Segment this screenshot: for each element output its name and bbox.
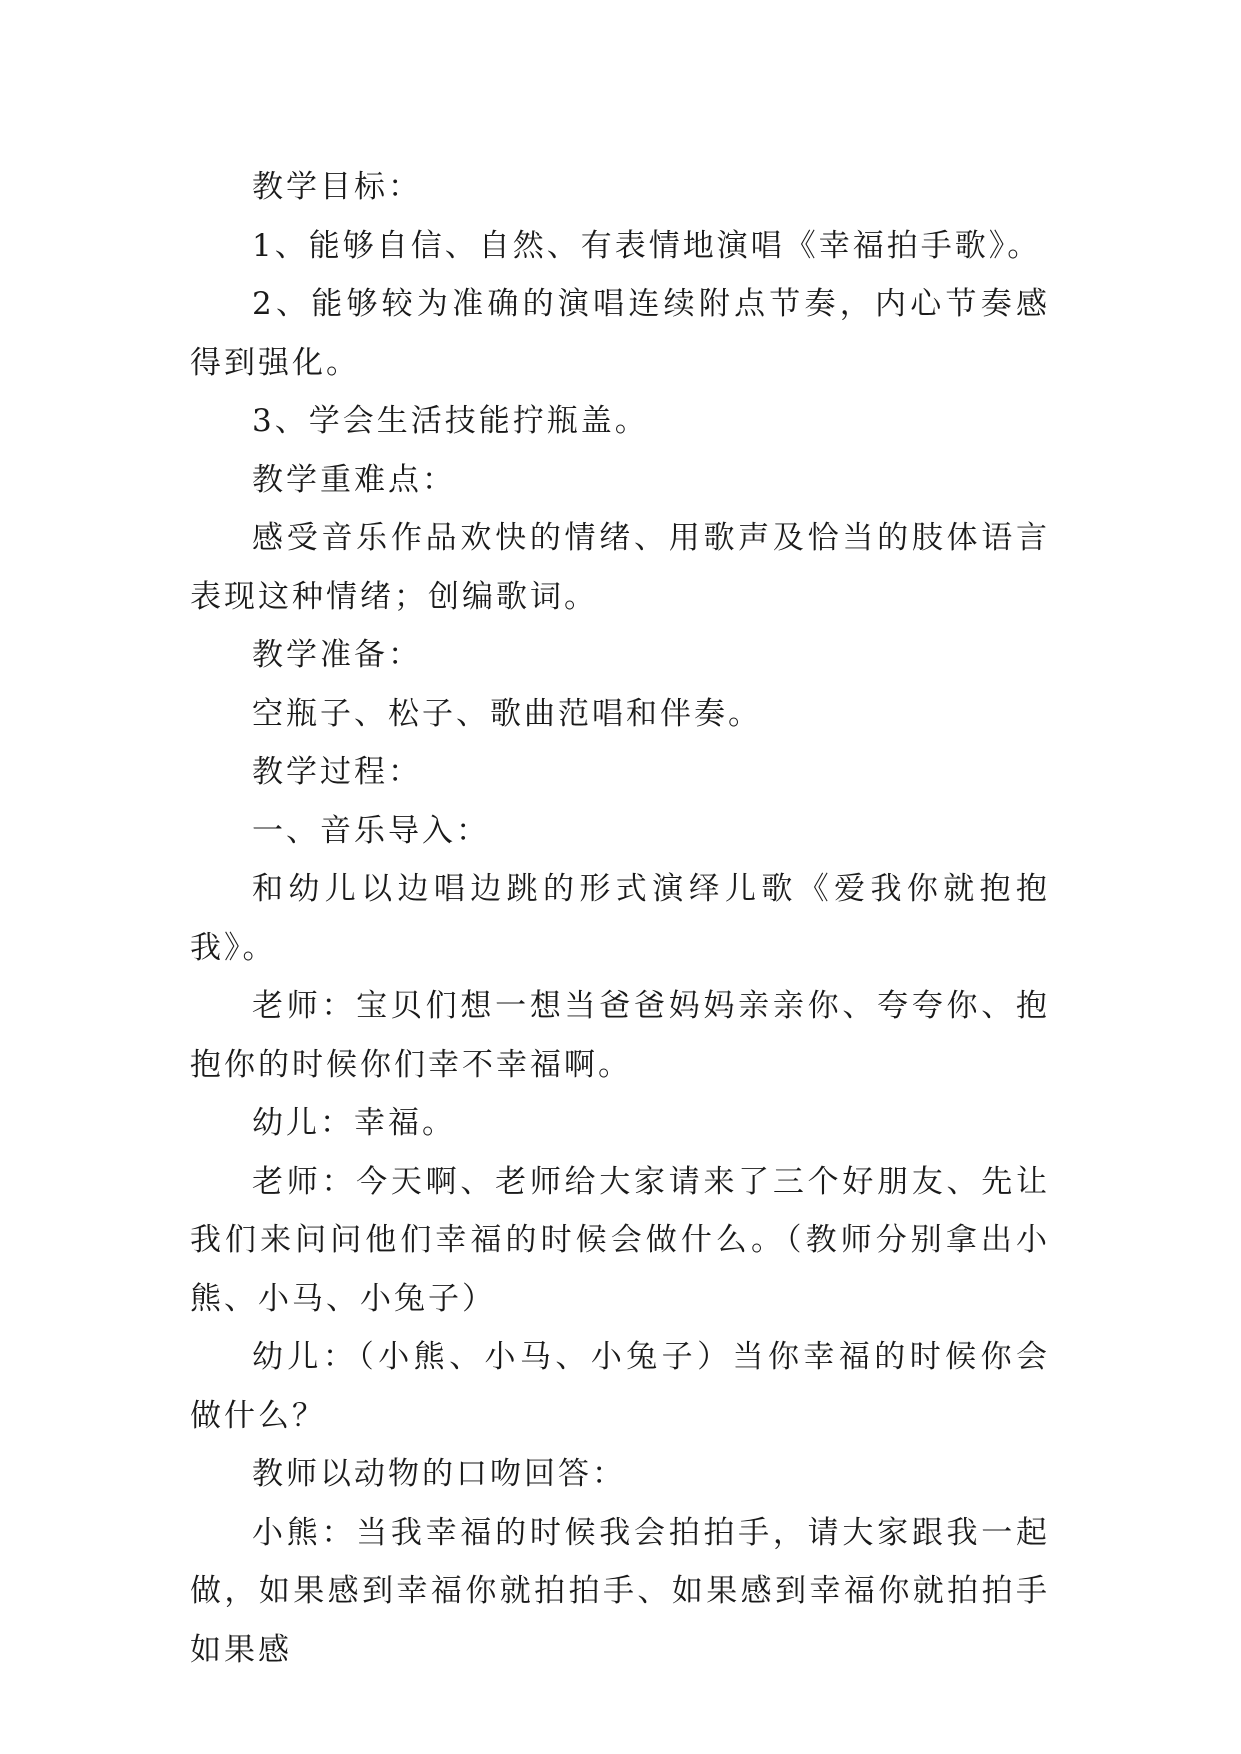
goal-item-1: 1、能够自信、自然、有表情地演唱《幸福拍手歌》。 — [252, 227, 1042, 264]
heading-process: 教学过程： — [252, 754, 422, 790]
goal-item-3: 3、学会生活技能拧瓶盖。 — [252, 403, 649, 439]
heading-key-points: 教学重难点： — [252, 461, 456, 498]
key-points-text: 感受音乐作品欢快的情绪、用歌声及恰当的肢体语言表现这种情绪；创编歌词。 — [190, 520, 1050, 615]
goal-item-2: 2、能够较为准确的演唱连续附点节奏，内心节奏感得到强化。 — [190, 286, 1050, 381]
section-music-intro: 一、音乐导入： — [252, 812, 490, 849]
dialogue-teacher-2: 老师：今天啊、老师给大家请来了三个好朋友、先让我们来问问他们幸福的时候会做什么。（教师分别拿出小熊、小马、小兔子） — [190, 1163, 1050, 1317]
teacher-answer-intro: 教师以动物的口吻回答： — [252, 1456, 626, 1492]
heading-preparation: 教学准备： — [252, 637, 422, 673]
document-body — [190, 158, 1050, 1679]
heading-teaching-goals: 教学目标： — [252, 169, 422, 205]
preparation-text: 空瓶子、松子、歌曲范唱和伴奏。 — [252, 695, 762, 732]
dialogue-teacher-1: 老师：宝贝们想一想当爸爸妈妈亲亲你、夸夸你、抱抱你的时候你们幸不幸福啊。 — [190, 988, 1050, 1083]
process-paragraph: 和幼儿以边唱边跳的形式演绎儿歌《爱我你就抱抱我》。 — [190, 871, 1050, 966]
dialogue-children-2: 幼儿：（小熊、小马、小兔子）当你幸福的时候你会做什么？ — [190, 1339, 1050, 1434]
dialogue-children-1: 幼儿：幸福。 — [252, 1105, 456, 1141]
dialogue-bear: 小熊：当我幸福的时候我会拍拍手，请大家跟我一起做，如果感到幸福你就拍拍手、如果感到幸福你就拍拍手如果感 — [190, 1514, 1050, 1668]
